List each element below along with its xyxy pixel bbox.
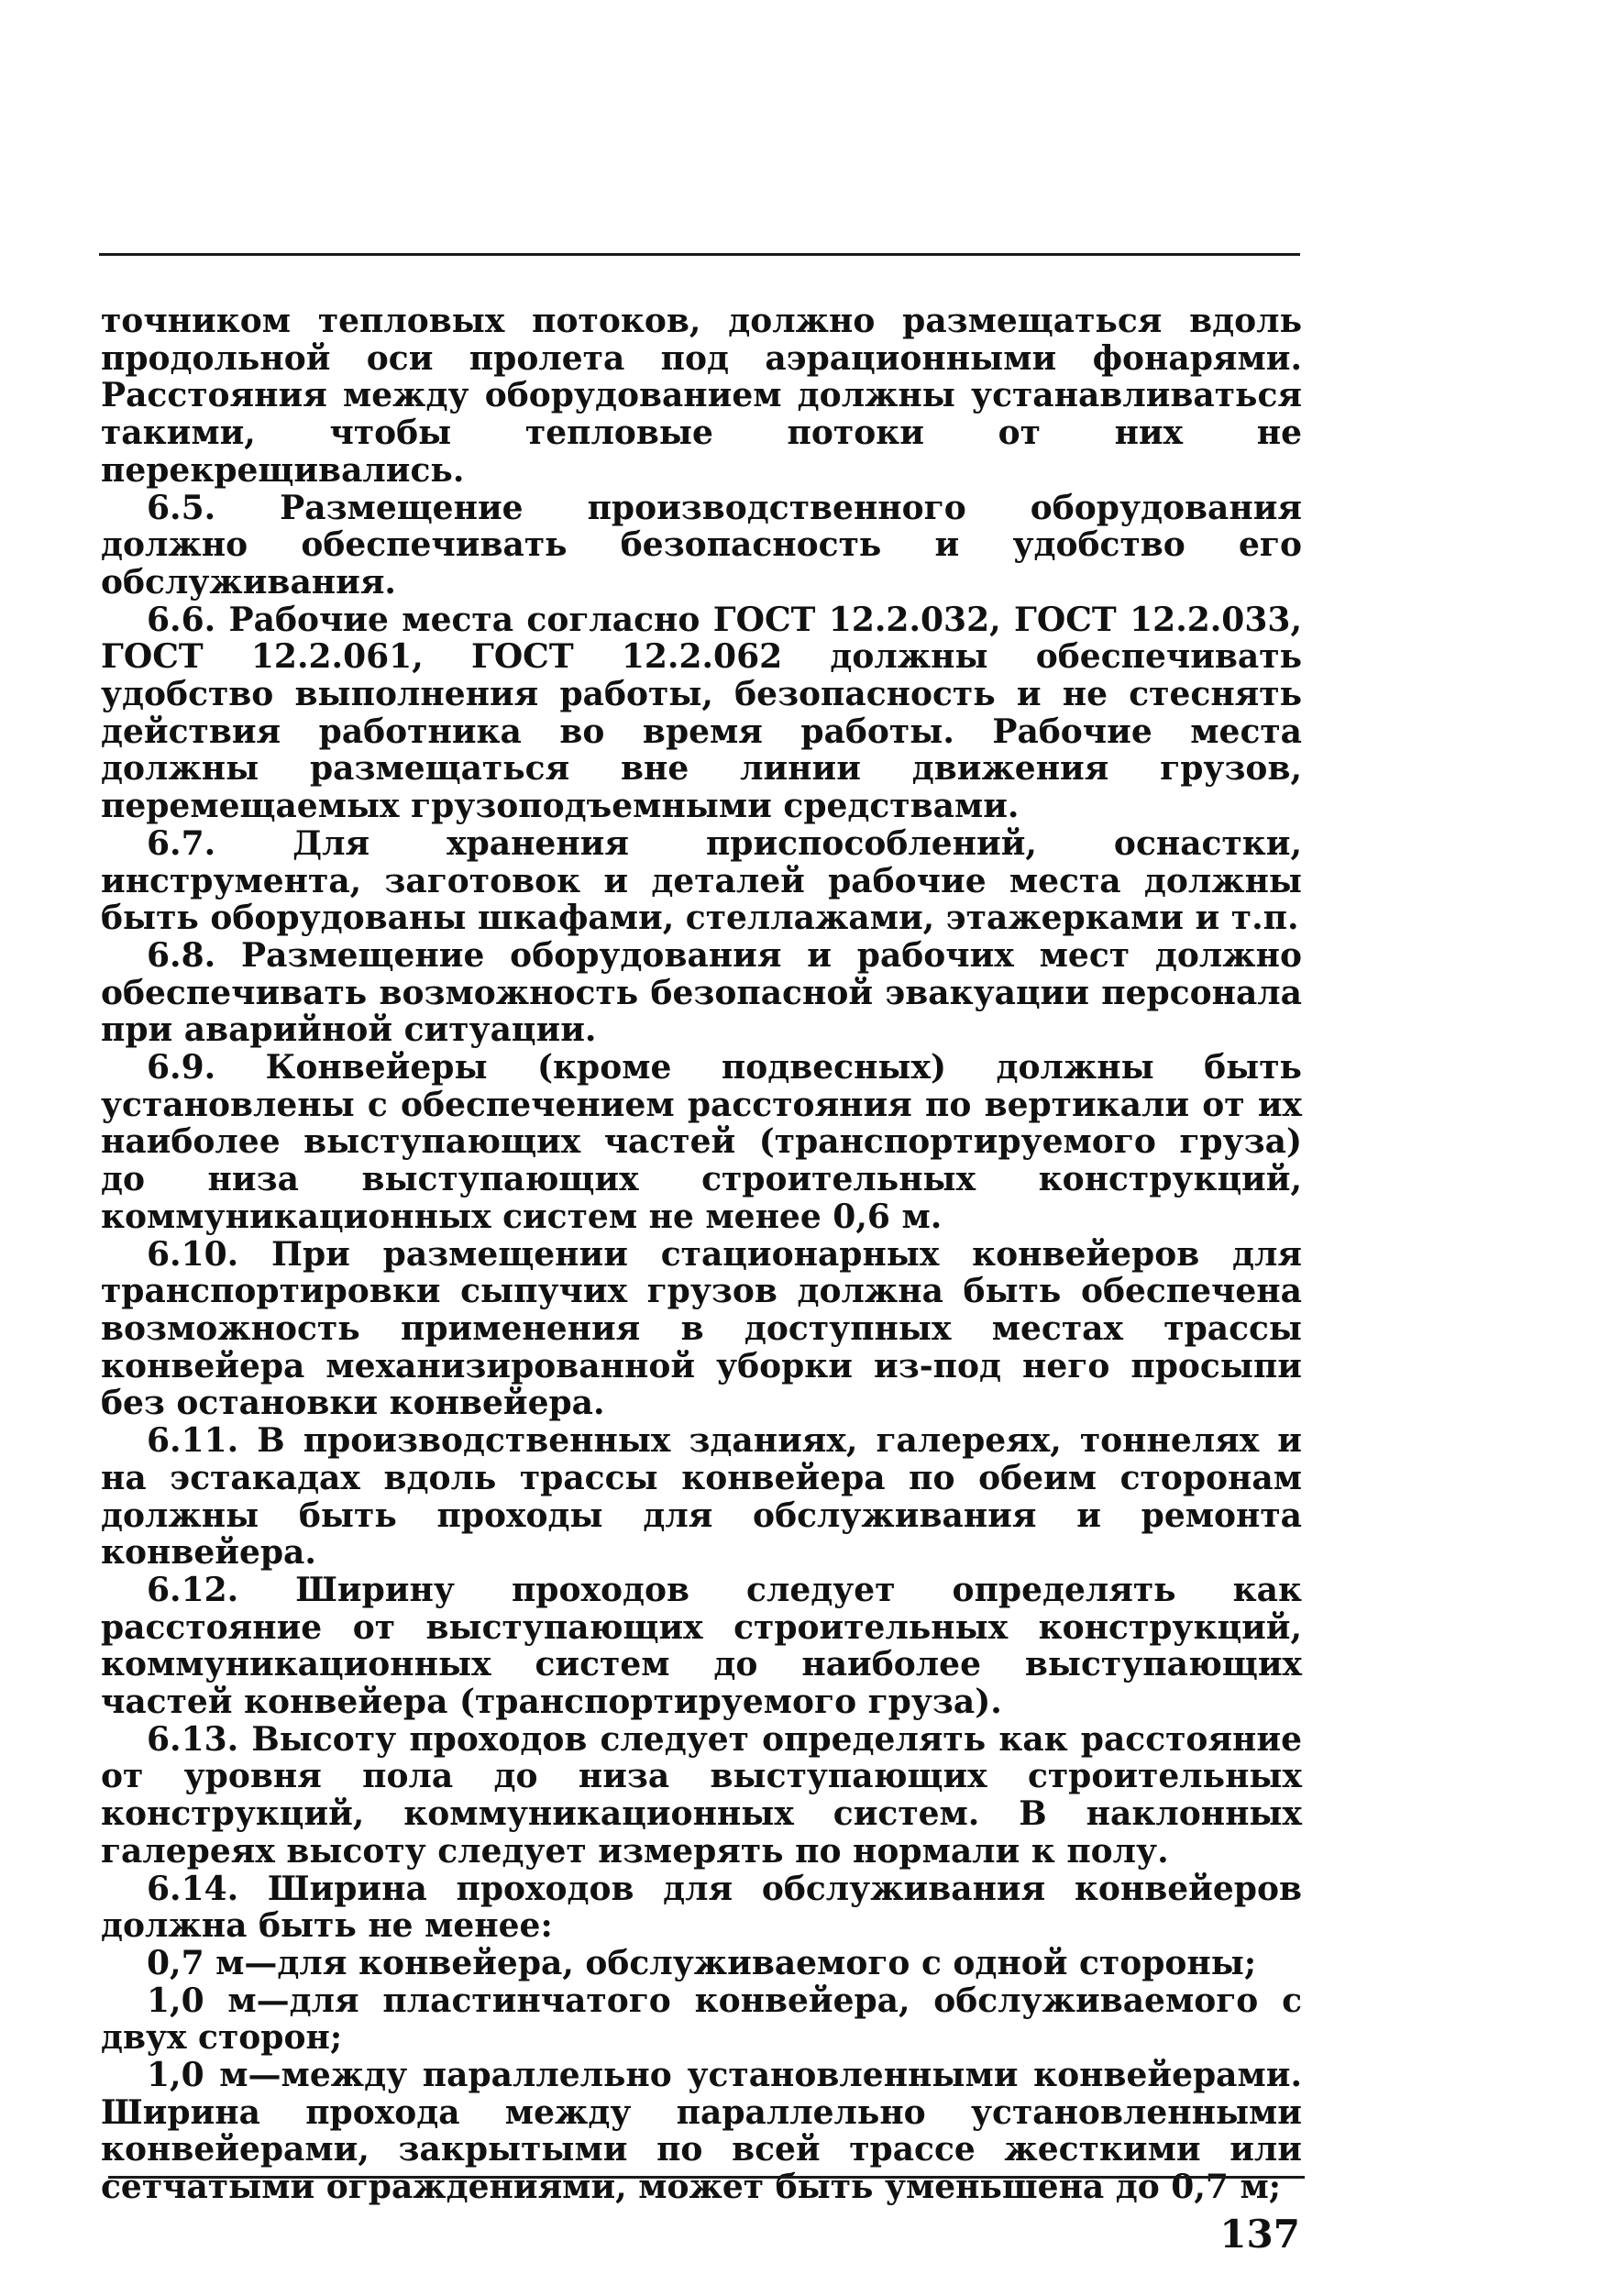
paragraph-6-10: 6.10. При размещении стационарных конвейеров для транспортировки сыпучих грузов должна быть обеспечена возможность применения в доступных местах трассы конвейера механизированной уборки из-под него просыпи без остановки конвейера.	[101, 1234, 1302, 1423]
paragraph-6-6: 6.6. Рабочие места согласно ГОСТ 12.2.032, ГОСТ 12.2.033, ГОСТ 12.2.061, ГОСТ 12.2.062 должны обеспечивать удобство выполнения работы, безопасность и не стеснять действия работника во время работы. Рабочие места должны размещаться вне линии движения грузов, перемещаемых грузоподъемными средствами.	[101, 600, 1302, 826]
paragraph-6-13: 6.13. Высоту проходов следует определять как расстояние от уровня пола до низа выступающих строительных конструкций, коммуникационных систем. В наклонных галереях высоту следует измерять по нормали к полу.	[101, 1719, 1302, 1871]
list-item-parallel: 1,0 м—между параллельно установленными конвейерами. Ширина прохода между параллельно установленными конвейерами, закрытыми по всей трассе жесткими или сетчатыми ограждениями, может быть уменьшена до 0,7 м;	[101, 2056, 1302, 2207]
bottom-rule	[108, 2176, 1305, 2179]
paragraph-6-9: 6.9. Конвейеры (кроме подвесных) должны быть установлены с обеспечением расстояния по вертикали от их наиболее выступающих частей (транспортируемого груза) до низа выступающих строительных конструкций, коммуникационных систем не менее 0,6 м.	[101, 1048, 1302, 1236]
paragraph-6-8: 6.8. Размещение оборудования и рабочих мест должно обеспечивать возможность безопасной эвакуации персонала при аварийной ситуации.	[101, 935, 1302, 1050]
paragraph-continuation: точником тепловых потоков, должно размещаться вдоль продольной оси пролета под аэрационными фонарями. Расстояния между оборудованием должны устанавливаться такими, чтобы тепловые потоки от них не перекрещивались.	[101, 302, 1302, 490]
list-item-one-side: 0,7 м—для конвейера, обслуживаемого с одной стороны;	[147, 1943, 1257, 1982]
paragraph-6-11: 6.11. В производственных зданиях, галереях, тоннелях и на эстакадах вдоль трассы конвейера по обеим сторонам должны быть проходы для обслуживания и ремонта конвейера.	[101, 1421, 1302, 1573]
top-rule	[99, 253, 1300, 256]
page-number: 137	[1219, 2212, 1300, 2257]
list-item-two-sides: 1,0 м—для пластинчатого конвейера, обслуживаемого с двух сторон;	[101, 1981, 1302, 2058]
page-body	[101, 303, 1302, 2206]
paragraph-6-14: 6.14. Ширина проходов для обслуживания конвейеров должна быть не менее:	[101, 1869, 1302, 1946]
paragraph-6-5: 6.5. Размещение производственного оборудования должно обеспечивать безопасность и удобство его обслуживания.	[101, 488, 1302, 602]
paragraph-6-7: 6.7. Для хранения приспособлений, оснастки, инструмента, заготовок и деталей рабочие места должны быть оборудованы шкафами, стеллажами, этажерками и т.п.	[101, 823, 1302, 938]
paragraph-6-12: 6.12. Ширину проходов следует определять как расстояние от выступающих строительных конструкций, коммуникационных систем до наиболее выступающих частей конвейера (транспортируемого груза).	[101, 1570, 1302, 1722]
